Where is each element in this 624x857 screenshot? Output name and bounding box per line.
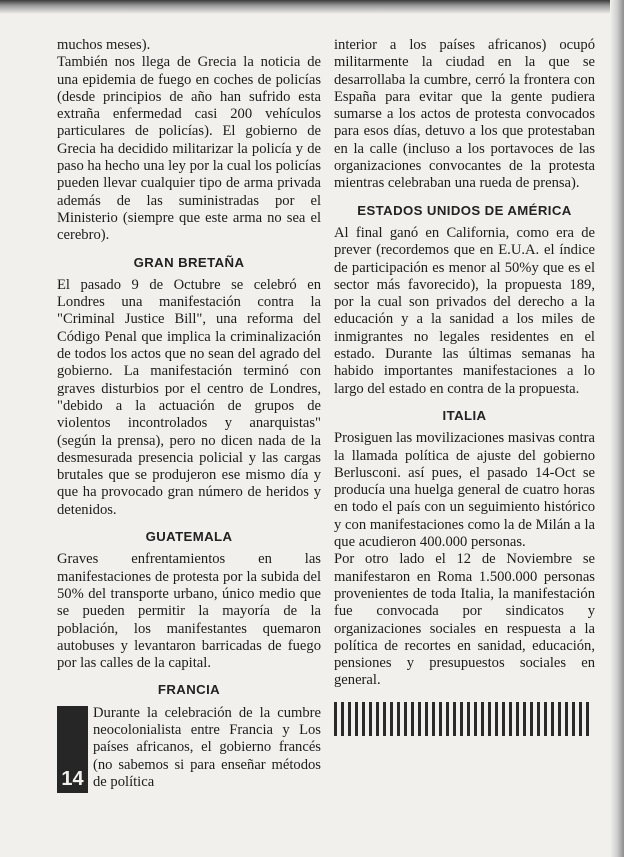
francia-block — [57, 705, 321, 791]
decorative-barcode-strip — [334, 702, 592, 736]
heading-francia: FRANCIA — [157, 682, 221, 698]
page-number-tab — [57, 706, 88, 793]
scan-edge-top — [0, 0, 624, 14]
heading-eeuu: ESTADOS UNIDOS DE AMÉRICA — [357, 202, 572, 218]
heading-italia: ITALIA — [442, 407, 487, 423]
guatemala-paragraph: Graves enfrentamientos en las manifestaciones de protesta por la subida del 50% del transporte urbano, único medio que se pueden permitir la mayoría de la población, los manifestantes quemaron autobuses y levantaron barricadas de fuego por las calles de la capital. — [57, 551, 321, 672]
right-column — [334, 37, 595, 736]
scan-edge-right — [610, 0, 624, 857]
italia-paragraph-1: Prosiguen las movilizaciones masivas contra la llamada política de ajuste del gobierno Berlusconi. así pues, el pasado 14-Oct se producía una huelga general de cuatro horas en todo el país con un seguimiento histórico y con manifestaciones como la de Milán a la que acudieron 400.000 personas. — [334, 430, 596, 551]
heading-guatemala: GUATEMALA — [145, 529, 233, 545]
francia-paragraph: Durante la celebración de la cumbre neocolonialista entre Francia y Los países africanos, el gobierno francés (no sabemos si para enseñar métodos de política — [93, 704, 321, 790]
heading-gran-bretana: GRAN BRETAÑA — [133, 254, 245, 270]
gran-bretana-paragraph: El pasado 9 de Octubre se celebró en Londres una manifestación contra la "Criminal Justice Bill", una reforma del Código Penal que implica la criminalización de todos los actos que no sean del agrado del gobierno. La manifestación terminó con graves disturbios por el centro de Londres, "debido a la actuación de grupos de violentos incontrolados y anarquistas" (según la prensa), pero no dicen nada de la desmesurada presencia policial y las cargas brutales que se produjeron ese mismo día y que ha provocado gran número de heridos y detenidos. — [57, 276, 321, 518]
page-number: 14 — [61, 767, 84, 790]
intro-paragraph: muchos meses). — [57, 37, 151, 53]
grecia-paragraph: También nos llega de Grecia la noticia de una epidemia de fuego en coches de policías (desde principios de año han sufrido esta extraña enfermedad casi 200 vehículos particulares de policías). El gobierno de Grecia ha decidido militarizar la policía y de paso ha hecho una ley por la cual los policías pueden llevar cualquier tipo de arma privada además de las suministradas por el Ministerio (siempre que este arma no sea el cerebro). — [57, 54, 321, 244]
francia-continued-paragraph: interior a los países africanos) ocupó militarmente la ciudad en la que se desarrollaba la cumbre, cerró la frontera con España para evitar que la gente pudiera sumarse a los actos de protesta convocados para esos días, detuvo a los que protestaban en la calle (incluso a los portavoces de las organizaciones convocantes de la protesta mientras celebraban una rueda de prensa). — [334, 37, 595, 192]
italia-paragraph-2: Por otro lado el 12 de Noviembre se manifestaron en Roma 1.500.000 personas provenientes de toda Italia, la manifestación fue convocada por sindicatos y organizaciones sociales en respuesta a la política de recortes en sanidad, educación, pensiones y presupuestos sociales en general. — [334, 551, 595, 689]
left-column — [57, 37, 321, 791]
eeuu-paragraph: Al final ganó en California, como era de prever (recordemos que en E.U.A. el índice de participación es menor al 50%y que es el sector más favorecido), la propuesta 189, por la cual son privados del derecho a la educación y a la sanidad a los miles de inmigrantes no legales residentes en el estado. Durante las últimas semanas ha habido importantes manifestaciones a lo largo del estado en contra de la propuesta. — [334, 224, 595, 397]
